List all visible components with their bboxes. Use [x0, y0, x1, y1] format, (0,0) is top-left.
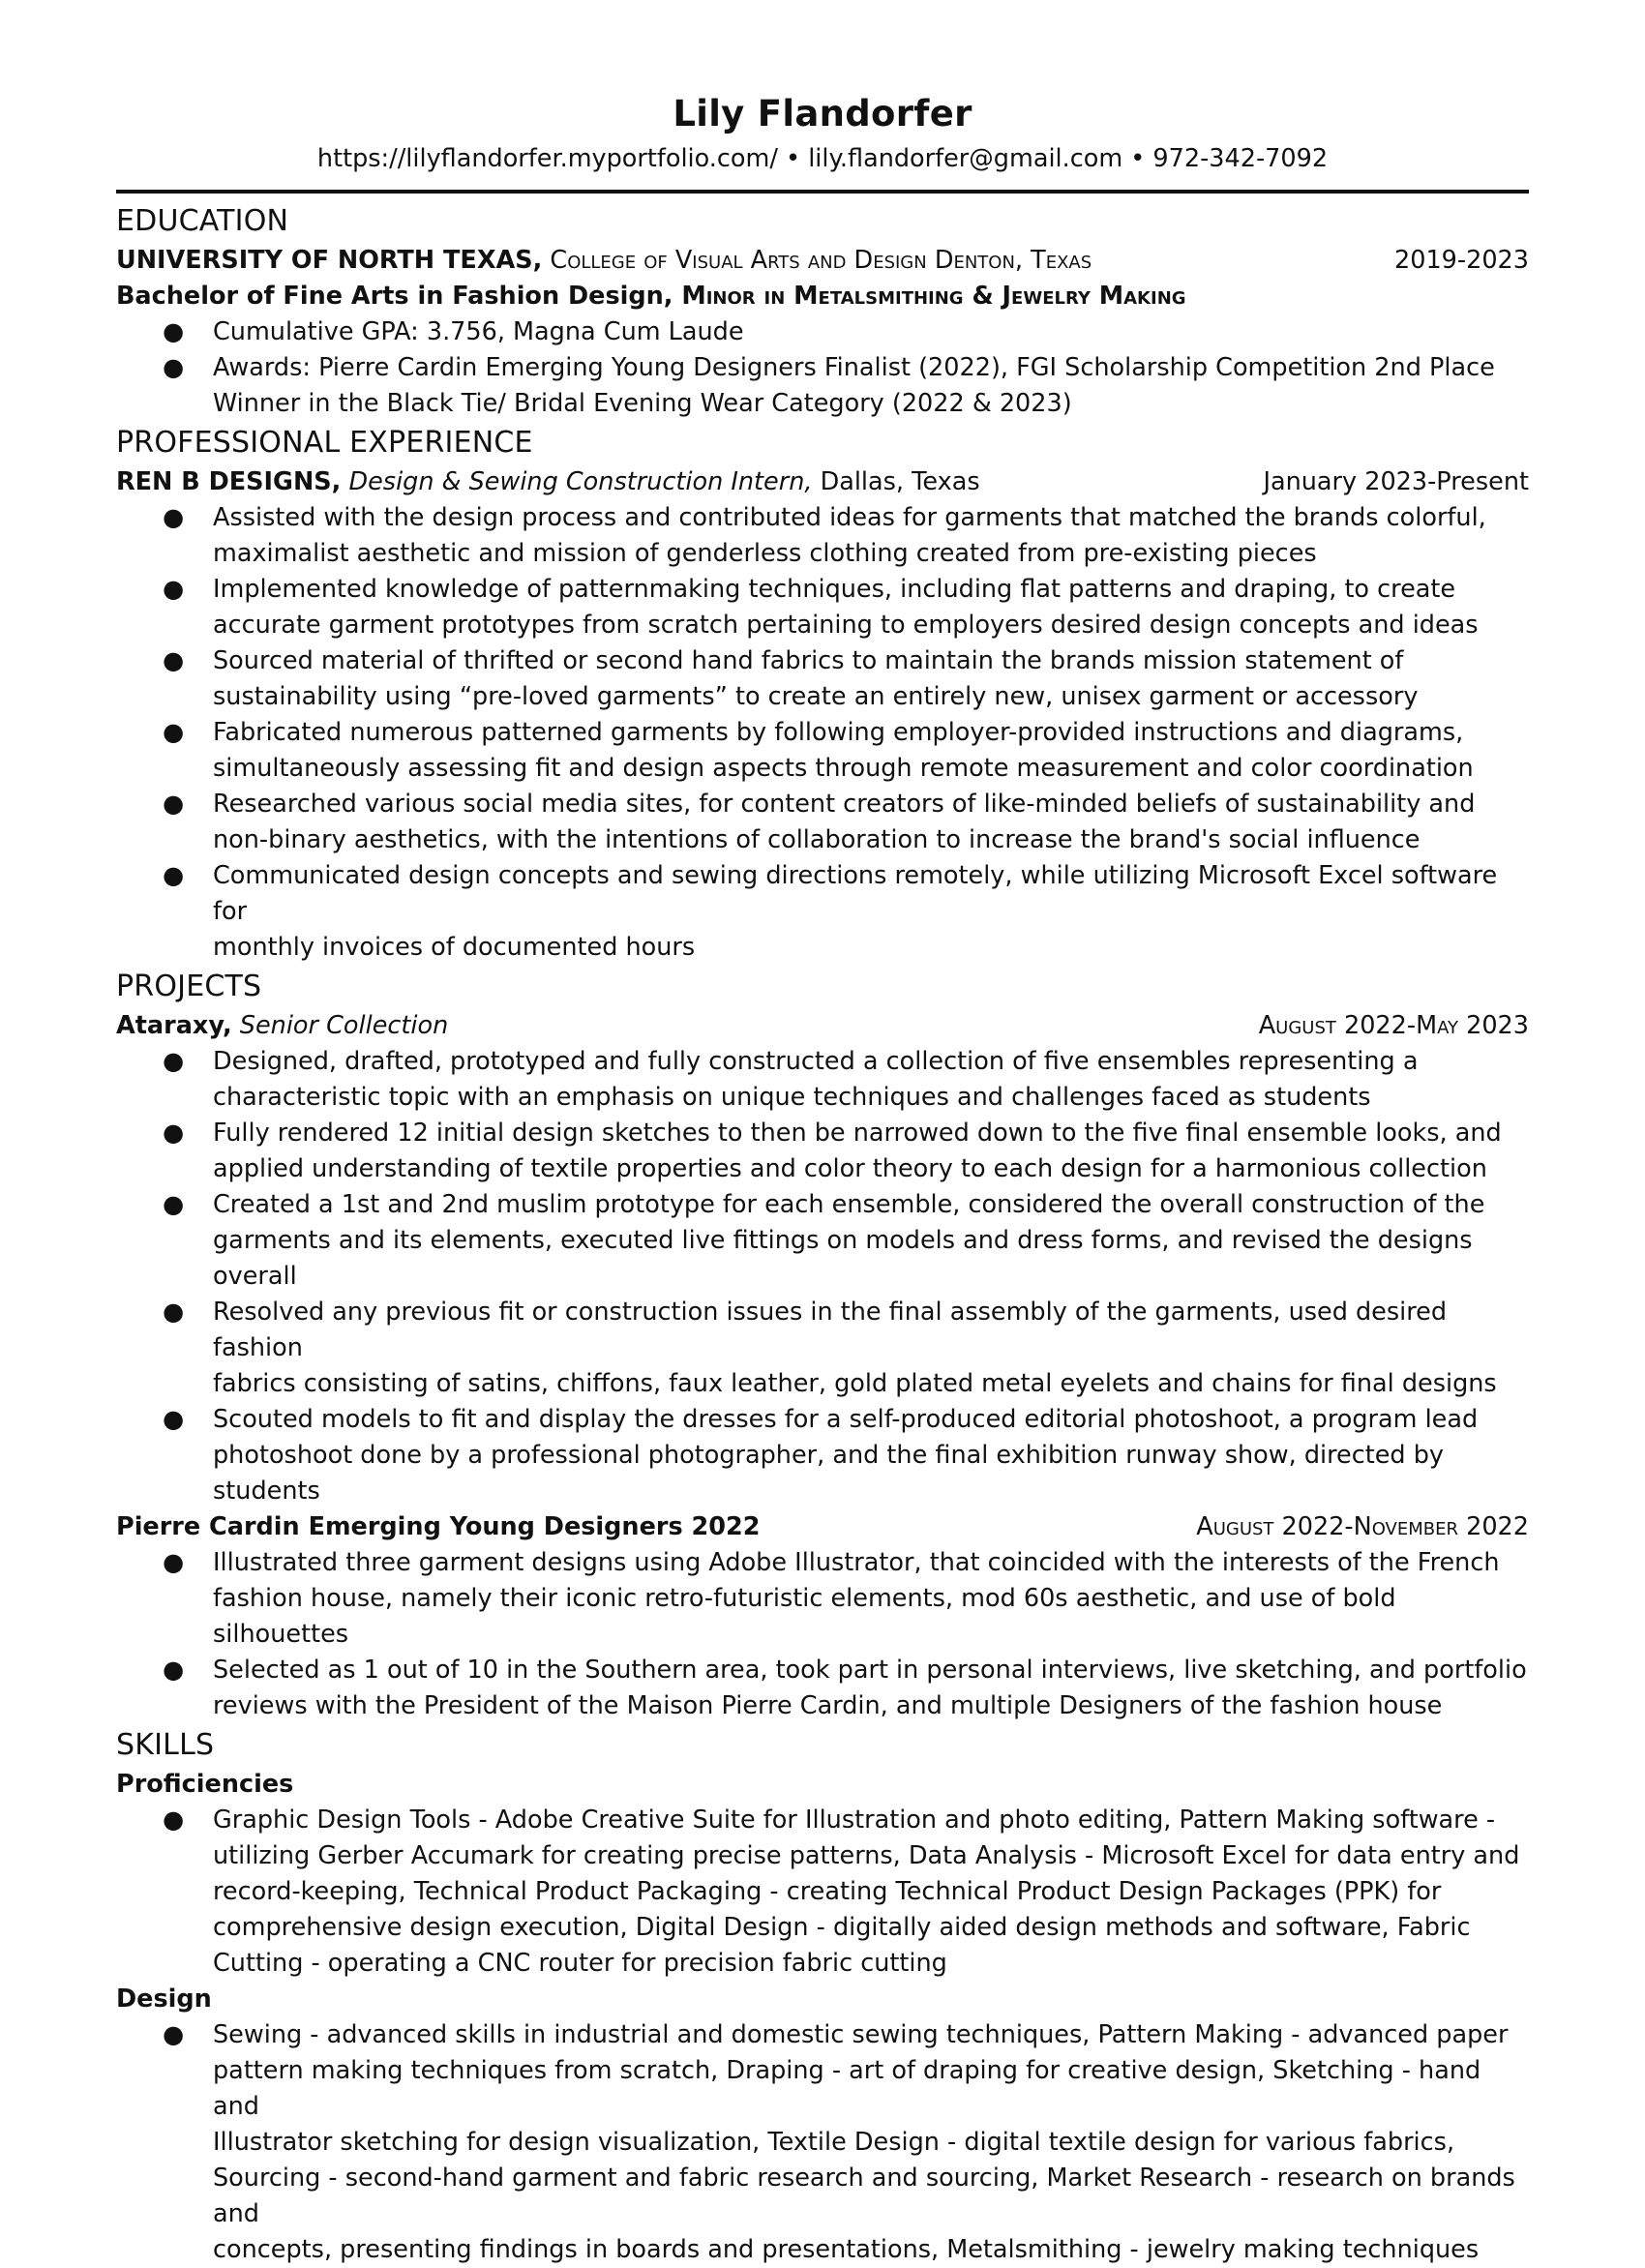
bullet-icon: ●	[163, 1119, 185, 1148]
section-title: PROJECTS	[116, 970, 262, 1003]
section-title: SKILLS	[116, 1728, 215, 1762]
contact-line: https://lilyflandorfer.myportfolio.com/ • lily.flandorfer@gmail.com • 972-342-7092	[316, 144, 1329, 173]
job-role: Design & Sewing Construction Intern,	[341, 467, 813, 496]
experience-bullets	[116, 500, 1529, 966]
project-entry-head	[116, 1509, 1529, 1545]
bullet-text: Researched various social media sites, for content creators of like-minded beliefs of sustainability and non-binary aesthetics, with the intentions of collaboration to increase the brand's social influence	[213, 790, 1476, 854]
bullet-text: Resolved any previous fit or construction issues in the final assembly of the garments, used desired fashion fabrics consisting of satins, chiffons, faux leather, gold plated metal eyelets and chains for final designs	[213, 1298, 1497, 1398]
bullet-text: Communicated design concepts and sewing directions remotely, while utilizing Microsoft Excel software for monthly invoices of documented hours	[213, 861, 1498, 962]
bullet-item	[116, 1116, 1529, 1187]
bullet-item	[116, 1545, 1529, 1653]
bullet-text: Cumulative GPA: 3.756, Magna Cum Laude	[213, 317, 744, 346]
job-location: Dallas, Texas	[812, 467, 980, 496]
bullet-icon: ●	[163, 1805, 185, 1835]
project-name: Pierre Cardin Emerging Young Designers 2022	[116, 1512, 761, 1541]
bullet-item	[116, 572, 1529, 643]
bullet-icon: ●	[163, 575, 185, 604]
bullet-item	[116, 314, 1529, 350]
company-name: REN B DESIGNS,	[116, 467, 342, 496]
school-name: UNIVERSITY OF NORTH TEXAS,	[116, 246, 543, 275]
skills-group-label: Proficiencies	[116, 1770, 294, 1799]
bullet-text: Created a 1st and 2nd muslim prototype for each ensemble, considered the overall construction of the garments and its elements, executed live fittings on models and dress forms, and revised the designs overall	[213, 1190, 1485, 1291]
bullet-icon: ●	[163, 1548, 185, 1577]
resume-header	[116, 89, 1529, 178]
bullet-text: Implemented knowledge of patternmaking techniques, including flat patterns and draping, to create accurate garment prototypes from scratch pertaining to employers desired design concepts and ideas	[213, 575, 1479, 640]
project-name: Ataraxy,	[116, 1011, 232, 1040]
bullet-item	[116, 715, 1529, 787]
bullet-text: Fabricated numerous patterned garments by following employer-provided instructions and diagrams, simultaneously assessing fit and design aspects through remote measurement and color coordination	[213, 718, 1474, 783]
candidate-name: Lily Flandorfer	[673, 93, 972, 134]
resume-body	[116, 200, 1529, 2268]
bullet-text: Assisted with the design process and contributed ideas for garments that matched the brands colorful, maximalist aesthetic and mission of genderless clothing created from pre-existing pieces	[213, 503, 1486, 568]
degree-line	[116, 279, 1529, 314]
skills-group-label: Design	[116, 1984, 212, 2014]
bullet-icon: ●	[163, 2020, 185, 2049]
bullet-item	[116, 1187, 1529, 1295]
skills-bullets	[116, 1803, 1529, 1982]
experience-entry-head	[116, 464, 1529, 500]
education-bullets	[116, 314, 1529, 422]
bullet-item	[116, 1402, 1529, 1509]
bullet-item	[116, 500, 1529, 572]
project-dates: August 2022-November 2022	[1196, 1512, 1529, 1541]
bullet-text: Designed, drafted, prototyped and fully constructed a collection of five ensembles representing a characteristic topic with an emphasis on unique techniques and challenges faced as students	[213, 1047, 1419, 1112]
bullet-text: Selected as 1 out of 10 in the Southern area, took part in personal interviews, live sketching, and portfolio reviews with the President of the Maison Pierre Cardin, and multiple Designers of the fashion house	[213, 1656, 1527, 1720]
bullet-icon: ●	[163, 503, 185, 532]
skills-section	[116, 1724, 1529, 2268]
experience-dates: January 2023-Present	[1263, 467, 1529, 496]
bullet-item	[116, 643, 1529, 715]
section-title: PROFESSIONAL EXPERIENCE	[116, 426, 533, 460]
bullet-icon: ●	[163, 1405, 185, 1434]
bullet-icon: ●	[163, 861, 185, 890]
bullet-icon: ●	[163, 718, 185, 747]
education-dates: 2019-2023	[1394, 246, 1529, 275]
bullet-icon: ●	[163, 353, 185, 382]
bullet-item	[116, 1044, 1529, 1116]
bullet-text: Illustrated three garment designs using Adobe Illustrator, that coincided with the interests of the French fashion house, namely their iconic retro-futuristic elements, mod 60s aesthetic, and use of bold silhouettes	[213, 1548, 1500, 1649]
minor-name: Minor in Metalsmithing & Jewelry Making	[673, 282, 1186, 311]
education-institution	[116, 243, 1092, 279]
skills-bullets	[116, 2017, 1529, 2268]
experience-section	[116, 422, 1529, 966]
project-subtitle: Senior Collection	[231, 1011, 449, 1040]
bullet-icon: ●	[163, 1298, 185, 1327]
project-entry-head	[116, 1008, 1529, 1044]
header-divider	[116, 190, 1529, 194]
section-title: EDUCATION	[116, 204, 289, 238]
projects-section	[116, 966, 1529, 1724]
bullet-icon: ●	[163, 1047, 185, 1076]
bullet-item	[116, 858, 1529, 966]
degree-name: Bachelor of Fine Arts in Fashion Design,	[116, 282, 673, 311]
bullet-text: Fully rendered 12 initial design sketches to then be narrowed down to the five final ensemble looks, and applied understanding of textile properties and color theory to each design for a harmonious collection	[213, 1119, 1502, 1183]
project-bullets	[116, 1545, 1529, 1724]
bullet-icon: ●	[163, 790, 185, 819]
bullet-item	[116, 787, 1529, 858]
education-section	[116, 200, 1529, 422]
bullet-icon: ●	[163, 1190, 185, 1219]
project-bullets	[116, 1044, 1529, 1509]
bullet-text: Sourced material of thrifted or second hand fabrics to maintain the brands mission statement of sustainability using “pre-loved garments” to create an entirely new, unisex garment or accessory	[213, 646, 1419, 711]
bullet-icon: ●	[163, 646, 185, 675]
bullet-item	[116, 1295, 1529, 1402]
bullet-text: Sewing - advanced skills in industrial and domestic sewing techniques, Pattern Making - advanced paper pattern making techniques from scratch, Draping - art of draping for creative design, Sketching - hand and Illustrator sketching for design visualization, Textile Design - digital textile design for various fabrics, Sourcing - second-hand garment and fabric research and sourcing, Market Research - research on brands and concepts, presenting findings in boards and presentations, Metalsmithing - jewelry making techniques	[213, 2020, 1515, 2264]
college-name: College of Visual Arts and Design Denton, Texas	[542, 246, 1092, 275]
bullet-item	[116, 1803, 1529, 1982]
bullet-item	[116, 350, 1529, 422]
bullet-item	[116, 1653, 1529, 1724]
bullet-item	[116, 2017, 1529, 2268]
bullet-icon: ●	[163, 317, 185, 346]
bullet-text: Awards: Pierre Cardin Emerging Young Designers Finalist (2022), FGI Scholarship Competition 2nd Place Winner in the Black Tie/ Bridal Evening Wear Category (2022 & 2023)	[213, 353, 1495, 418]
bullet-text: Graphic Design Tools - Adobe Creative Suite for Illustration and photo editing, Pattern Making software - utilizing Gerber Accumark for creating precise patterns, Data Analysis - Microsoft Excel for data entry and record-keeping, Technical Product Packaging - creating Technical Product Design Packages (PPK) for comprehensive design execution, Digital Design - digitally aided design methods and software, Fabric Cutting - operating a CNC router for precision fabric cutting	[213, 1805, 1520, 1978]
bullet-text: Scouted models to fit and display the dresses for a self-produced editorial photoshoot, a program lead photoshoot done by a professional photographer, and the final exhibition runway show, directed by students	[213, 1405, 1479, 1506]
project-dates: August 2022-May 2023	[1258, 1011, 1529, 1040]
education-entry-head	[116, 243, 1529, 279]
bullet-icon: ●	[163, 1656, 185, 1685]
